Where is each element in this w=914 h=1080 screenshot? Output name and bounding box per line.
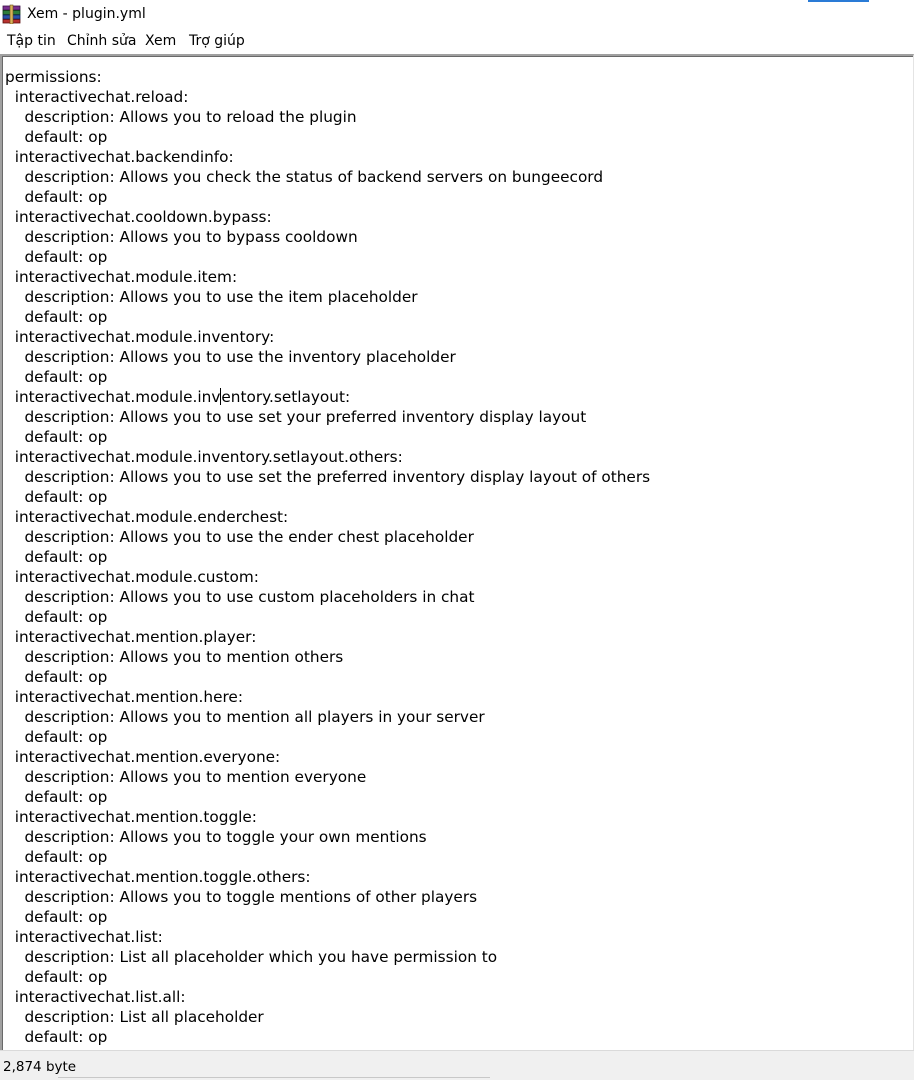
text-line: default: op — [5, 368, 108, 386]
text-line: interactivechat.cooldown.bypass: — [5, 208, 272, 226]
text-line: default: op — [5, 848, 108, 866]
text-line: description: Allows you to use the ender chest placeholder — [5, 528, 474, 546]
text-line: default: op — [5, 428, 108, 446]
text-line: default: op — [5, 1028, 108, 1046]
text-line: default: op — [5, 248, 108, 266]
text-line: interactivechat.mention.toggle: — [5, 808, 257, 826]
window-title: Xem - plugin.yml — [27, 6, 146, 22]
text-line: description: Allows you to use custom placeholders in chat — [5, 588, 475, 606]
text-line: default: op — [5, 188, 108, 206]
text-line: description: Allows you to mention all players in your server — [5, 708, 485, 726]
text-line: interactivechat.backendinfo: — [5, 148, 234, 166]
text-line: description: Allows you to toggle your own mentions — [5, 828, 427, 846]
text-line: interactivechat.module.item: — [5, 268, 238, 286]
text-line: description: List all placeholder — [5, 1008, 264, 1026]
text-line: interactivechat.module.custom: — [5, 568, 259, 586]
text-line: default: op — [5, 608, 108, 626]
text-line: description: Allows you to use the item placeholder — [5, 288, 418, 306]
text-line-before-caret: interactivechat.module.inv — [5, 388, 221, 406]
text-line: default: op — [5, 668, 108, 686]
text-line: description: Allows you to use set your preferred inventory display layout — [5, 408, 587, 426]
text-line: interactivechat.module.enderchest: — [5, 508, 289, 526]
menu-bar — [0, 30, 914, 54]
text-line: interactivechat.mention.toggle.others: — [5, 868, 311, 886]
text-line: interactivechat.list: — [5, 928, 163, 946]
text-line: default: op — [5, 908, 108, 926]
text-line-after-caret: entory.setlayout: — [221, 388, 351, 406]
file-size: 2,874 byte — [3, 1059, 77, 1075]
text-line: default: op — [5, 548, 108, 566]
winrar-books-icon — [2, 4, 22, 24]
menu-edit[interactable]: Chỉnh sửa — [67, 33, 137, 49]
text-line — [5, 387, 910, 407]
menu-help[interactable]: Trợ giúp — [189, 33, 245, 49]
text-line: permissions: — [5, 68, 102, 86]
text-line: description: List all placeholder which you have permission to — [5, 948, 498, 966]
editor-border-left — [2, 56, 3, 1050]
text-line: interactivechat.mention.here: — [5, 688, 243, 706]
text-line: interactivechat.reload: — [5, 88, 189, 106]
text-line: default: op — [5, 968, 108, 986]
file-content[interactable] — [5, 67, 910, 1047]
text-line: interactivechat.list.all: — [5, 988, 186, 1006]
text-line: description: Allows you to toggle mentions of other players — [5, 888, 478, 906]
text-line: interactivechat.mention.player: — [5, 628, 257, 646]
text-line: description: Allows you to bypass cooldown — [5, 228, 358, 246]
text-line: interactivechat.mention.everyone: — [5, 748, 281, 766]
text-line: description: Allows you to mention others — [5, 648, 344, 666]
text-line: default: op — [5, 128, 108, 146]
text-line: default: op — [5, 788, 108, 806]
text-line: default: op — [5, 308, 108, 326]
text-line: default: op — [5, 488, 108, 506]
text-line: description: Allows you to use set the preferred inventory display layout of others — [5, 468, 651, 486]
editor-border — [2, 56, 913, 57]
menu-view[interactable]: Xem — [145, 33, 177, 49]
title-bar-highlight — [808, 0, 869, 2]
status-bar — [0, 1050, 914, 1080]
text-line: default: op — [5, 728, 108, 746]
text-line: description: Allows you to use the inventory placeholder — [5, 348, 456, 366]
menu-file[interactable]: Tập tin — [7, 33, 56, 49]
text-line: description: Allows you check the status of backend servers on bungeecord — [5, 168, 604, 186]
text-line: interactivechat.module.inventory: — [5, 328, 275, 346]
text-line: description: Allows you to reload the plugin — [5, 108, 357, 126]
status-divider — [58, 1077, 490, 1078]
title-bar[interactable] — [0, 0, 914, 30]
text-line: description: Allows you to mention everyone — [5, 768, 367, 786]
text-line: interactivechat.module.inventory.setlayout.others: — [5, 448, 403, 466]
